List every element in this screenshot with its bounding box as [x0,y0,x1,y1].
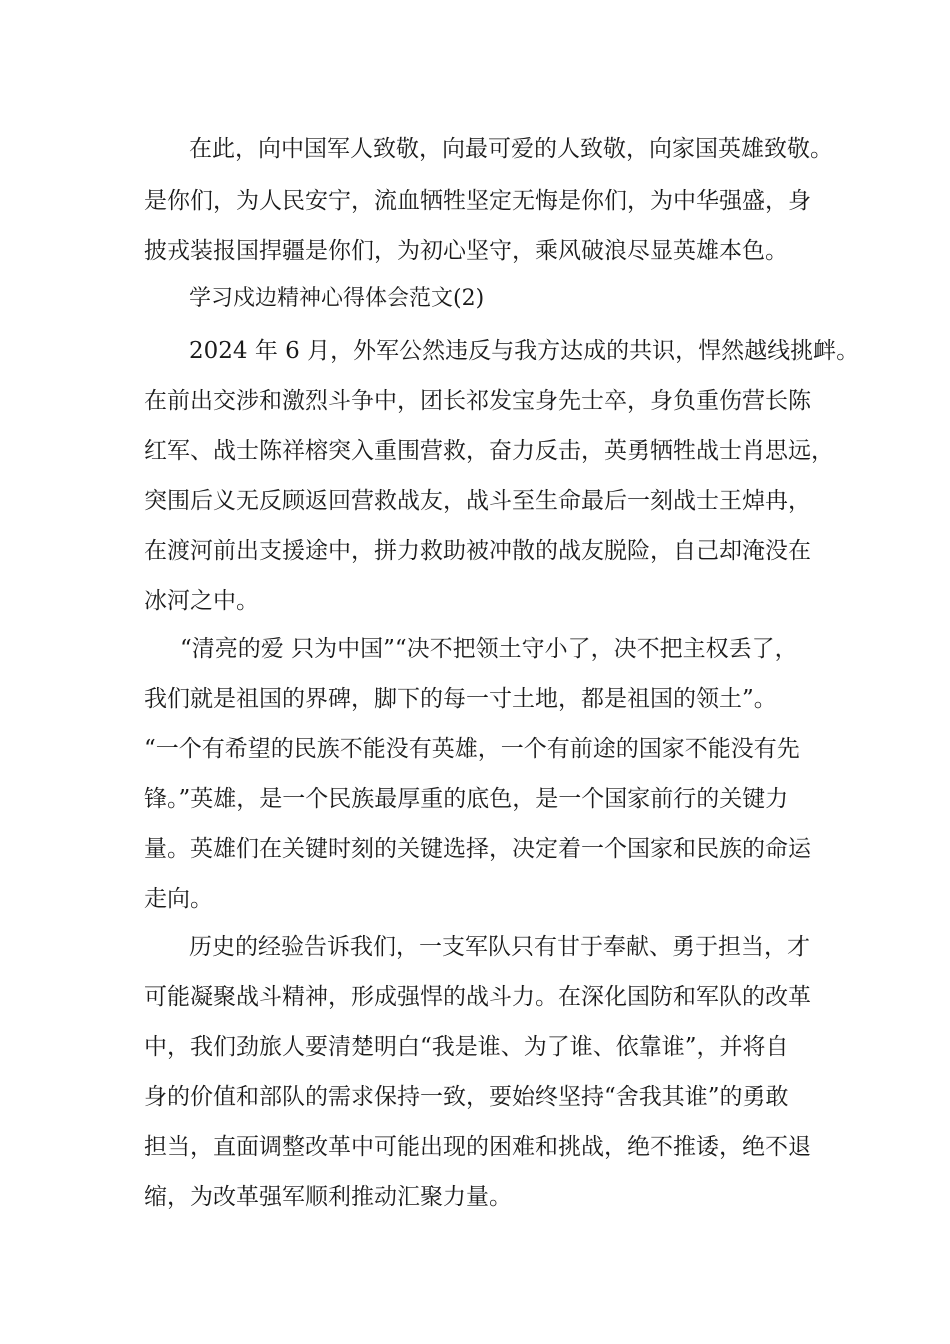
text-line: 历史的经验告诉我们，一支军队只有甘于奉献、勇于担当，才 [189,934,810,960]
text-line: 红军、战士陈祥榕突入重围营救，奋力反击，英勇牺牲战士肖思远， [144,438,834,464]
text-line: 可能凝聚战斗精神，形成强悍的战斗力。在深化国防和军队的改革 [144,984,811,1010]
text-line: 突围后义无反顾返回营救战友，战斗至生命最后一刻战士王焯冉， [144,488,811,514]
text-line: 走向。 [144,886,213,912]
text-line: 披戎装报国捍疆是你们，为初心坚守，乘风破浪尽显英雄本色。 [144,238,788,264]
text-line: 冰河之中。 [144,588,259,614]
text-line: 身的价值和部队的需求保持一致，要始终坚持“舍我其谁”的勇敢 [144,1084,789,1110]
text-line: 量。英雄们在关键时刻的关键选择，决定着一个国家和民族的命运 [144,836,811,862]
text-line: “清亮的爱 只为中国”“决不把领土守小了，决不把主权丢了， [180,636,798,662]
text-line: 担当，直面调整改革中可能出现的困难和挑战，绝不推诿，绝不退 [144,1134,811,1160]
text-line: 是你们，为人民安宁，流血牺牲坚定无悔是你们，为中华强盛，身 [144,188,811,214]
text-line: 在前出交涉和激烈斗争中，团长祁发宝身先士卒，身负重伤营长陈 [144,388,811,414]
heading-text: 学习戍边精神心得体会范文(2) [189,286,485,311]
text-line: 在此，向中国军人致敬，向最可爱的人致敬，向家国英雄致敬。 [189,136,833,162]
text-line: 中，我们劲旅人要清楚明白“我是谁、为了谁、依靠谁”，并将自 [144,1034,789,1060]
text-line: 在渡河前出支援途中，拼力救助被冲散的战友脱险，自己却淹没在 [144,538,811,564]
text-line: 缩，为改革强军顺利推动汇聚力量。 [144,1184,512,1210]
text-line: 2024 年 6 月，外军公然违反与我方达成的共识，悍然越线挑衅。 [189,338,860,364]
text-line: 我们就是祖国的界碑，脚下的每一寸土地，都是祖国的领土”。 [144,686,777,712]
text-line: 锋。”英雄，是一个民族最厚重的底色，是一个国家前行的关键力 [144,786,789,812]
text-line: “一个有希望的民族不能没有英雄，一个有前途的国家不能没有先 [144,736,800,762]
